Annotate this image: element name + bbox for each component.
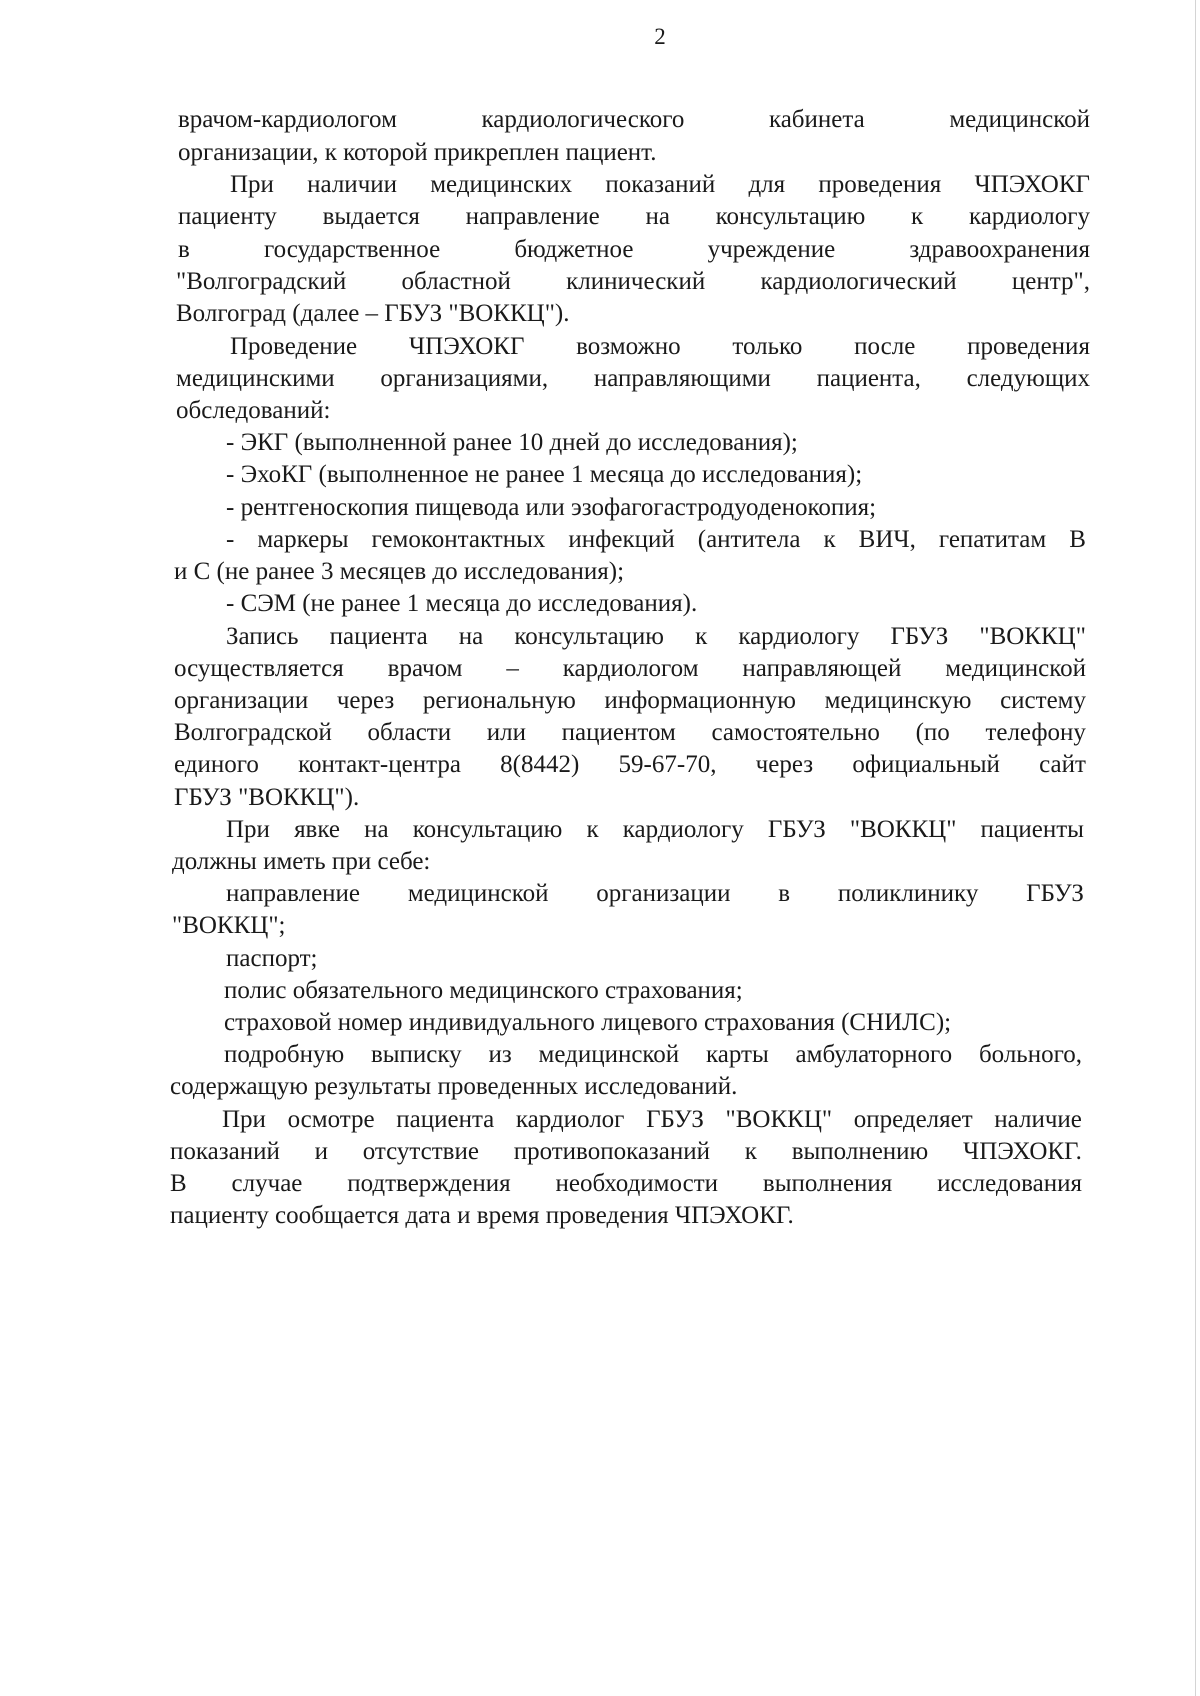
word: "ВОККЦ" bbox=[725, 1106, 833, 1133]
word: ГБУЗ bbox=[1026, 880, 1084, 907]
text-line bbox=[174, 752, 1086, 777]
word: на bbox=[364, 816, 389, 843]
text-line bbox=[174, 656, 1086, 681]
word: направляющими bbox=[593, 365, 771, 392]
word: кардиолог bbox=[515, 1106, 625, 1133]
word: кардиологом bbox=[562, 655, 699, 682]
word: "Волгоградский bbox=[176, 268, 347, 295]
word: пациента, bbox=[816, 365, 921, 392]
word: явке bbox=[294, 816, 340, 843]
word: консультацию bbox=[514, 623, 664, 650]
word: инфекций bbox=[568, 526, 675, 553]
word: к bbox=[695, 623, 708, 650]
word: В bbox=[170, 1170, 187, 1197]
word: региональную bbox=[422, 687, 576, 714]
word: выдается bbox=[322, 203, 420, 230]
word: к bbox=[586, 816, 599, 843]
text-line bbox=[176, 366, 1090, 391]
text-line: - рентгеноскопия пищевода или эзофагогастродуоденокопия; bbox=[226, 494, 877, 521]
text-line: страховой номер индивидуального лицевого страхования (СНИЛС); bbox=[224, 1009, 952, 1036]
word: кардиологу bbox=[968, 203, 1090, 230]
word: организациями, bbox=[380, 365, 549, 392]
word: Запись bbox=[226, 623, 299, 650]
word: ЧПЭХОКГ. bbox=[963, 1138, 1082, 1165]
word: к bbox=[744, 1138, 757, 1165]
text-line: - СЭМ (не ранее 1 месяца до исследования). bbox=[226, 590, 698, 617]
word: области bbox=[367, 719, 452, 746]
word: официальный bbox=[852, 751, 1000, 778]
text-line: - ЭКГ (выполненной ранее 10 дней до исследования); bbox=[226, 429, 798, 456]
text-line bbox=[178, 237, 1090, 262]
word: наличие bbox=[994, 1106, 1082, 1133]
word: – bbox=[506, 655, 519, 682]
word: кардиологический bbox=[760, 268, 957, 295]
word: государственное bbox=[263, 236, 441, 263]
word: направление bbox=[226, 880, 361, 907]
word: следующих bbox=[966, 365, 1090, 392]
word: центр", bbox=[1011, 268, 1090, 295]
word: через bbox=[755, 751, 814, 778]
word: определяет bbox=[853, 1106, 973, 1133]
word: организации bbox=[174, 687, 309, 714]
word: "ВОККЦ" bbox=[979, 623, 1086, 650]
word: показаний bbox=[170, 1138, 280, 1165]
word: в bbox=[178, 236, 190, 263]
word: возможно bbox=[576, 333, 681, 360]
word: в bbox=[778, 880, 791, 907]
text-line bbox=[222, 1107, 1082, 1132]
text-line: и С (не ранее 3 месяцев до исследования); bbox=[174, 558, 625, 585]
text-line bbox=[226, 881, 1084, 906]
word: врачом bbox=[387, 655, 463, 682]
text-line bbox=[230, 334, 1090, 359]
text-line bbox=[174, 688, 1086, 713]
text-line bbox=[226, 624, 1086, 649]
word: гепатитам bbox=[938, 526, 1047, 553]
word: пациента bbox=[329, 623, 428, 650]
word: контакт-центра bbox=[298, 751, 461, 778]
word: только bbox=[732, 333, 803, 360]
word: единого bbox=[174, 751, 259, 778]
word: выписку bbox=[370, 1041, 462, 1068]
text-line bbox=[178, 107, 1090, 132]
word: врачом-кардиологом bbox=[178, 106, 397, 133]
word: маркеры bbox=[257, 526, 349, 553]
word: медицинской bbox=[407, 880, 549, 907]
word: "ВОККЦ" bbox=[849, 816, 957, 843]
word: консультацию bbox=[715, 203, 866, 230]
word: к bbox=[911, 203, 924, 230]
text-line: Волгоград (далее – ГБУЗ "ВОККЦ"). bbox=[176, 300, 570, 327]
word: консультацию bbox=[412, 816, 563, 843]
text-line bbox=[174, 720, 1086, 745]
word: противопоказаний bbox=[513, 1138, 711, 1165]
text-line: полис обязательного медицинского страхования; bbox=[224, 977, 743, 1004]
text-line: пациенту сообщается дата и время проведения ЧПЭХОКГ. bbox=[170, 1202, 794, 1229]
word: исследования bbox=[937, 1170, 1082, 1197]
word: направление bbox=[465, 203, 600, 230]
word: ГБУЗ bbox=[646, 1106, 704, 1133]
word: гемоконтактных bbox=[371, 526, 546, 553]
text-line bbox=[224, 1042, 1082, 1067]
word: подробную bbox=[224, 1041, 345, 1068]
word: областной bbox=[401, 268, 511, 295]
word: показаний bbox=[605, 171, 716, 198]
word: наличии bbox=[307, 171, 398, 198]
text-line: должны иметь при себе: bbox=[172, 848, 431, 875]
word: или bbox=[486, 719, 526, 746]
word: из bbox=[488, 1041, 512, 1068]
scan-edge-line bbox=[1195, 0, 1196, 1696]
word: ЧПЭХОКГ bbox=[408, 333, 525, 360]
word: направляющей bbox=[742, 655, 902, 682]
word: для bbox=[748, 171, 786, 198]
word: через bbox=[336, 687, 395, 714]
text-line bbox=[230, 172, 1090, 197]
word: Волгоградской bbox=[174, 719, 332, 746]
word: систему bbox=[1000, 687, 1086, 714]
word: (по bbox=[915, 719, 950, 746]
word: после bbox=[854, 333, 916, 360]
word: кабинета bbox=[768, 106, 865, 133]
word: амбулаторного bbox=[795, 1041, 953, 1068]
word: клинический bbox=[566, 268, 706, 295]
word: медицинской bbox=[538, 1041, 680, 1068]
word: пациенты bbox=[980, 816, 1084, 843]
text-line: - ЭхоКГ (выполненное не ранее 1 месяца до исследования); bbox=[226, 461, 863, 488]
word: необходимости bbox=[555, 1170, 719, 1197]
word: к bbox=[823, 526, 836, 553]
word: организации bbox=[596, 880, 731, 907]
word: бюджетное bbox=[514, 236, 634, 263]
word: учреждение bbox=[707, 236, 836, 263]
word: отсутствие bbox=[362, 1138, 479, 1165]
word: При bbox=[222, 1106, 266, 1133]
word: ГБУЗ bbox=[767, 816, 826, 843]
word: медицинской bbox=[945, 655, 1086, 682]
word: сайт bbox=[1039, 751, 1086, 778]
word: 8(8442) bbox=[500, 751, 580, 778]
word: пациентом bbox=[561, 719, 676, 746]
word: проведения bbox=[967, 333, 1090, 360]
word: При bbox=[226, 816, 270, 843]
word: на bbox=[458, 623, 484, 650]
word: кардиологу bbox=[738, 623, 860, 650]
text-line: содержащую результаты проведенных исследований. bbox=[170, 1073, 738, 1100]
word: самостоятельно bbox=[711, 719, 880, 746]
text-line: обследований: bbox=[176, 397, 331, 424]
word: (антитела bbox=[697, 526, 801, 553]
word: выполнения bbox=[762, 1170, 893, 1197]
word: случае bbox=[231, 1170, 303, 1197]
word: поликлинику bbox=[837, 880, 979, 907]
word: выполнению bbox=[791, 1138, 929, 1165]
text-line: "ВОККЦ"; bbox=[172, 912, 286, 939]
text-line bbox=[226, 527, 1086, 552]
word: медицинских bbox=[430, 171, 573, 198]
word: проведения bbox=[818, 171, 942, 198]
word: медицинскую bbox=[824, 687, 972, 714]
text-line bbox=[170, 1171, 1082, 1196]
word: и bbox=[314, 1138, 328, 1165]
word: ЧПЭХОКГ bbox=[974, 171, 1090, 198]
text-line bbox=[226, 817, 1084, 842]
word: В bbox=[1069, 526, 1086, 553]
page-number: 2 bbox=[654, 24, 666, 49]
word: 59-67-70, bbox=[618, 751, 717, 778]
word: ВИЧ, bbox=[858, 526, 916, 553]
word: больного, bbox=[978, 1041, 1082, 1068]
text-line: ГБУЗ "ВОККЦ"). bbox=[174, 784, 360, 811]
text-line bbox=[176, 269, 1090, 294]
word: Проведение bbox=[230, 333, 358, 360]
word: - bbox=[226, 526, 235, 553]
text-line: паспорт; bbox=[226, 945, 318, 972]
word: медицинскими bbox=[176, 365, 335, 392]
word: кардиологического bbox=[481, 106, 685, 133]
word: медицинской bbox=[949, 106, 1090, 133]
word: При bbox=[230, 171, 274, 198]
word: осуществляется bbox=[174, 655, 344, 682]
word: карты bbox=[705, 1041, 769, 1068]
word: ГБУЗ bbox=[890, 623, 949, 650]
word: осмотре bbox=[287, 1106, 375, 1133]
word: здравоохранения bbox=[909, 236, 1090, 263]
word: пациенту bbox=[178, 203, 277, 230]
text-line: организации, к которой прикреплен пациент. bbox=[178, 139, 657, 166]
text-line bbox=[178, 204, 1090, 229]
word: пациента bbox=[396, 1106, 495, 1133]
word: телефону bbox=[985, 719, 1086, 746]
word: информационную bbox=[604, 687, 796, 714]
word: на bbox=[645, 203, 670, 230]
text-line bbox=[170, 1139, 1082, 1164]
word: подтверждения bbox=[347, 1170, 511, 1197]
word: кардиологу bbox=[622, 816, 744, 843]
